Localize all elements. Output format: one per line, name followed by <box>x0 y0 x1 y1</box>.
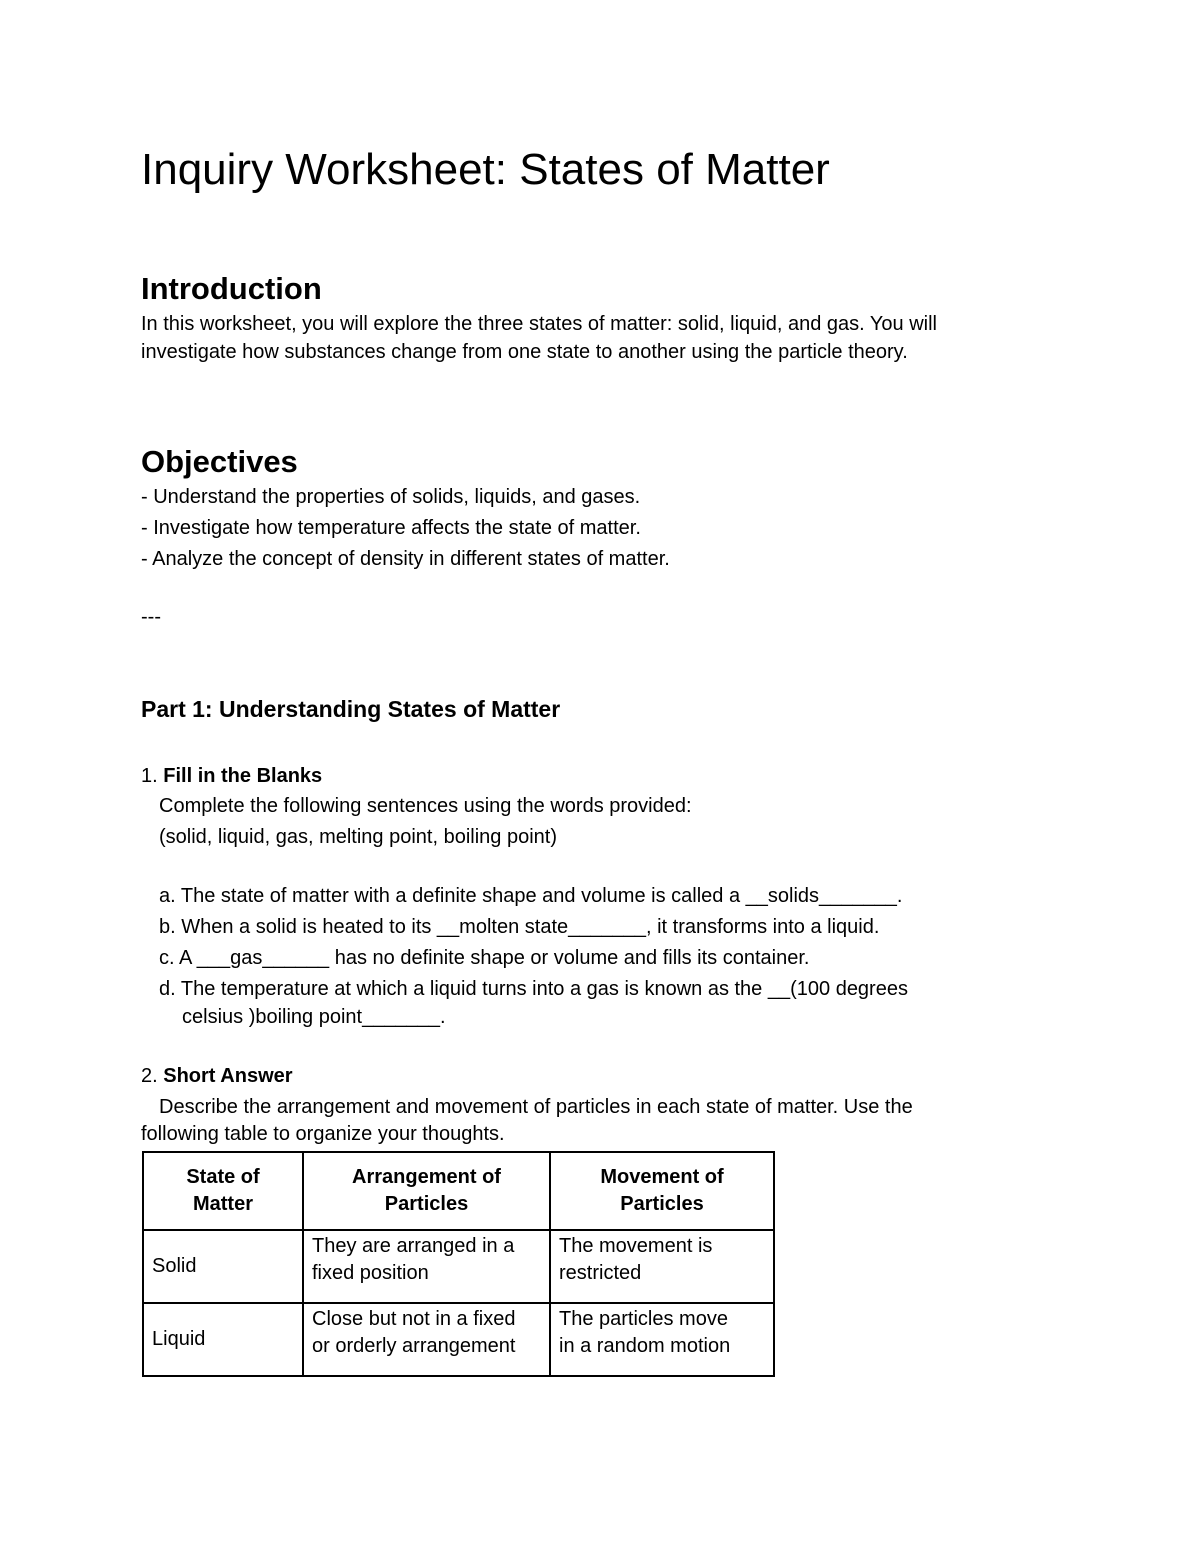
header-line: Matter <box>192 1193 253 1215</box>
cell-line: or orderly arrangement <box>312 1335 516 1357</box>
section-separator: --- <box>141 606 161 628</box>
fill-blank-item: a. The state of matter with a definite shape and volume is called a __solids_______. <box>159 885 903 907</box>
fill-blank-item: c. A ___gas______ has no definite shape or volume and fills its container. <box>159 947 810 969</box>
table-cell-state: Solid <box>143 1230 303 1303</box>
cell-line: restricted <box>559 1262 642 1284</box>
cell-line: The movement is <box>559 1235 713 1257</box>
introduction-heading: Introduction <box>141 271 322 306</box>
question-2-heading <box>141 1062 293 1090</box>
table-header <box>550 1152 774 1230</box>
question-number: 1. <box>141 765 158 787</box>
question-title: Short Answer <box>163 1065 293 1087</box>
table-cell-state: Liquid <box>143 1303 303 1376</box>
header-line: Arrangement of <box>352 1166 501 1188</box>
objective-item: - Understand the properties of solids, liquids, and gases. <box>141 486 641 508</box>
cell-line: Close but not in a fixed <box>312 1308 516 1330</box>
table-header <box>143 1152 303 1230</box>
table-header-row <box>143 1152 774 1230</box>
states-table <box>142 1151 775 1377</box>
fill-blank-item: d. The temperature at which a liquid turns into a gas is known as the __(100 degrees <box>159 978 908 1000</box>
table-cell-arrangement <box>303 1303 550 1376</box>
question-title: Fill in the Blanks <box>163 765 323 787</box>
objective-item: - Analyze the concept of density in different states of matter. <box>141 548 670 570</box>
table-row <box>143 1230 774 1303</box>
introduction-line-1: In this worksheet, you will explore the three states of matter: solid, liquid, and gas. You will <box>141 313 937 335</box>
question-2-instruction-cont: following table to organize your thoughts. <box>141 1123 505 1145</box>
table-cell-movement <box>550 1230 774 1303</box>
cell-line: They are arranged in a <box>312 1235 515 1257</box>
table-cell-arrangement <box>303 1230 550 1303</box>
objective-item: - Investigate how temperature affects the state of matter. <box>141 517 641 539</box>
cell-line: The particles move <box>559 1308 728 1330</box>
part1-heading: Part 1: Understanding States of Matter <box>141 696 561 722</box>
question-1-heading <box>141 762 322 790</box>
header-line: Particles <box>620 1193 704 1215</box>
introduction-line-2: investigate how substances change from one state to another using the particle theory. <box>141 341 908 363</box>
page-title: Inquiry Worksheet: States of Matter <box>141 145 830 194</box>
header-line: Particles <box>384 1193 469 1215</box>
table-row <box>143 1303 774 1376</box>
question-2-instruction: Describe the arrangement and movement of particles in each state of matter. Use the <box>159 1096 913 1118</box>
header-line: Movement of <box>600 1166 724 1188</box>
fill-blank-item: b. When a solid is heated to its __molten state_______, it transforms into a liquid. <box>159 916 880 938</box>
fill-blank-item-continuation: celsius )boiling point_______. <box>182 1006 446 1028</box>
question-1-word-bank: (solid, liquid, gas, melting point, boiling point) <box>159 826 557 848</box>
objectives-heading: Objectives <box>141 444 298 479</box>
question-number: 2. <box>141 1065 158 1087</box>
table-header <box>303 1152 550 1230</box>
question-1-instruction: Complete the following sentences using the words provided: <box>159 795 692 817</box>
table-cell-movement <box>550 1303 774 1376</box>
cell-line: in a random motion <box>559 1335 731 1357</box>
header-line: State of <box>186 1166 260 1188</box>
cell-line: fixed position <box>312 1262 429 1284</box>
